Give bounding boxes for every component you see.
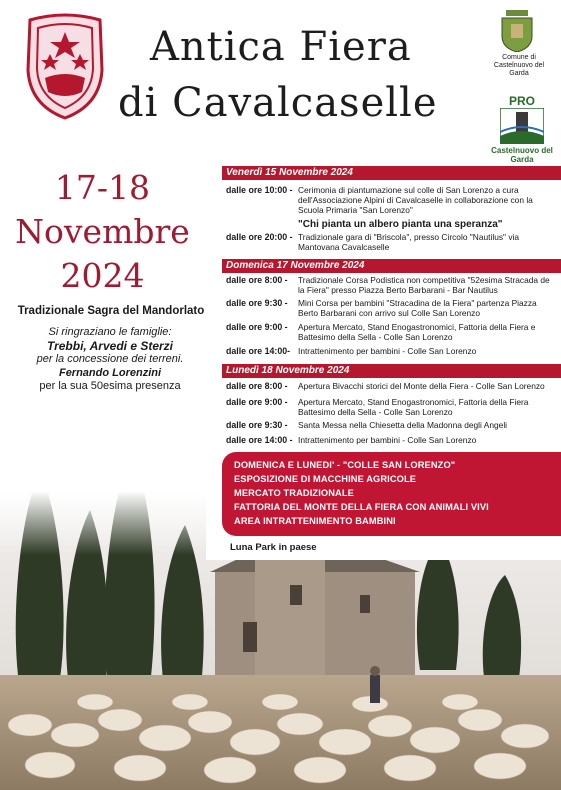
event-time: dalle ore 8:00 -: [226, 381, 288, 391]
title-line-1: Antica Fiera: [150, 24, 412, 70]
program-row: [226, 381, 556, 391]
comune-label: Comune di Castelnuovo del Garda: [493, 54, 545, 77]
program-row: [226, 397, 556, 417]
thanks-families: Trebbi, Arvedi e Sterzi: [46, 338, 174, 353]
luna-park-note: Luna Park in paese: [230, 542, 317, 553]
program-row: [226, 232, 556, 252]
event-time: dalle ore 9:30 -: [226, 420, 288, 430]
event-time: dalle ore 9:00 -: [226, 397, 288, 407]
cavalcaselle-crest-icon: [20, 10, 110, 120]
program-row: [226, 298, 556, 318]
event-description: Apertura Bivacchi storici del Monte della Fiera - Colle San Lorenzo: [298, 381, 545, 391]
comune-crest-icon: [500, 10, 534, 52]
event-time: dalle ore 14:00-: [226, 346, 291, 356]
program-row: [226, 435, 556, 445]
slogan: "Chi pianta un albero pianta una speranza": [298, 219, 503, 230]
event-time: dalle ore 20:00 -: [226, 232, 293, 242]
date-month: Novembre: [15, 212, 190, 251]
title-line-2: di Cavalcaselle: [118, 80, 438, 126]
thanks-intro: Si ringraziano le famiglie:: [48, 326, 172, 338]
proloco-logo-icon: [500, 108, 544, 144]
program-row: [226, 420, 556, 430]
day-header-sunday: Domenica 17 Novembre 2024: [222, 259, 561, 273]
day-header-friday: Venerdì 15 Novembre 2024: [222, 166, 561, 180]
event-description: Cerimonia di piantumazione sul colle di San Lorenzo a cura dell'Associazione Alpini di Cavalcaselle in collaborazione con la Scuola Primaria "San Lorenzo": [298, 185, 533, 215]
white-fade-left: [0, 395, 222, 555]
event-description: Tradizionale gara di "Briscola", presso Circolo "Nautilus" via Mantovana Cavalcaselle: [298, 232, 520, 252]
proloco-label: PRO: [508, 94, 535, 108]
highlight-item: MERCATO TRADIZIONALE: [234, 488, 354, 498]
proloco-place: Castelnuovo del Garda: [491, 146, 553, 164]
sagra-subtitle: Tradizionale Sagra del Mandorlato: [17, 305, 205, 317]
event-time: dalle ore 10:00 -: [226, 185, 293, 195]
event-time: dalle ore 14:00 -: [226, 435, 293, 445]
thanks-person: Fernando Lorenzini: [58, 366, 162, 379]
day-header-monday: Lunedì 18 Novembre 2024: [222, 364, 561, 378]
event-description: Mini Corsa per bambini "Stracadina de la Fiera" partenza Piazza Berto Barbarani con arrivo sul Colle San Lorenzo: [298, 298, 537, 318]
thanks-reason-2: per la sua 50esima presenza: [39, 380, 181, 392]
highlights-box: [222, 452, 561, 536]
event-description: Intrattenimento per bambini - Colle San Lorenzo: [298, 346, 477, 356]
program-row: [226, 185, 556, 215]
program-row: [226, 322, 556, 342]
program-row: [226, 346, 556, 356]
event-time: dalle ore 9:00 -: [226, 322, 288, 332]
event-description: Tradizionale Corsa Podistica non competitiva "52esima Stracada de la Fiera" presso Piazza Berto Barbarani - Bar Nautilus: [298, 275, 550, 295]
date-days: 17-18: [54, 168, 151, 207]
date-year: 2024: [60, 256, 145, 295]
highlight-item: AREA INTRATTENIMENTO BAMBINI: [234, 516, 396, 526]
event-description: Apertura Mercato, Stand Enogastronomici, Fattoria della Fiera e Battesimo della Sella - Colle San Lorenzo: [298, 322, 536, 342]
highlight-item: DOMENICA E LUNEDI' - "COLLE SAN LORENZO": [234, 460, 456, 470]
highlight-item: ESPOSIZIONE DI MACCHINE AGRICOLE: [234, 474, 417, 484]
highlight-item: FATTORIA DEL MONTE DELLA FIERA CON ANIMALI VIVI: [234, 502, 489, 512]
thanks-block: [10, 326, 210, 394]
event-description: Apertura Mercato, Stand Enogastronomici, Fattoria della Fiera Battesimo della Sella - Colle San Lorenzo: [298, 397, 529, 417]
event-time: dalle ore 8:00 -: [226, 275, 288, 285]
event-description: Intrattenimento per bambini - Colle San Lorenzo: [298, 435, 477, 445]
event-description: Santa Messa nella Chiesetta della Madonna degli Angeli: [298, 420, 508, 430]
program-row: [226, 275, 556, 295]
thanks-reason-1: per la concessione dei terreni.: [36, 353, 184, 365]
event-time: dalle ore 9:30 -: [226, 298, 288, 308]
